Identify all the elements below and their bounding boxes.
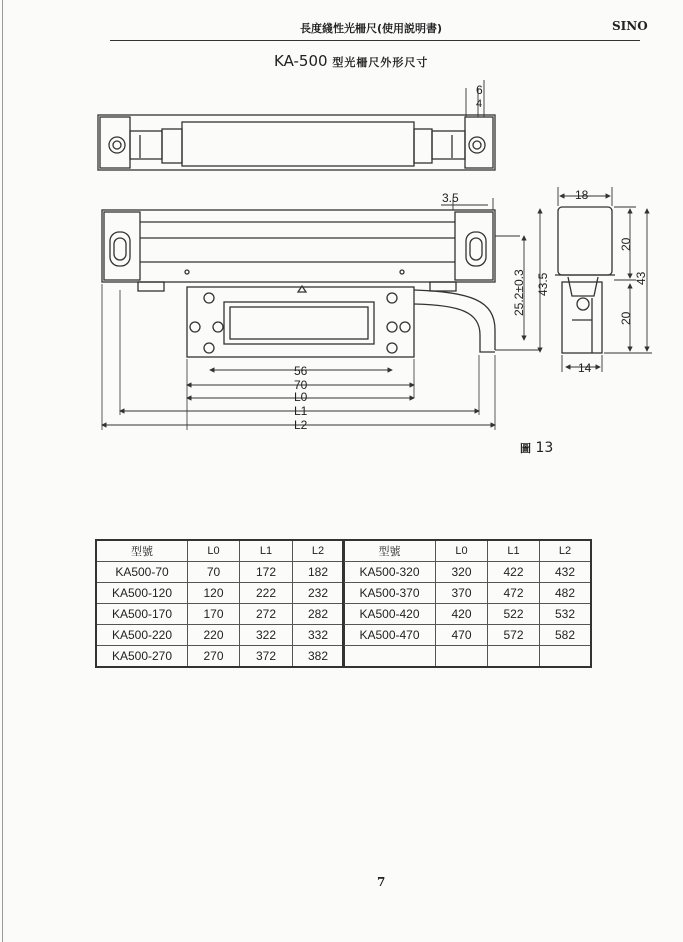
cell-l1: 272	[240, 604, 293, 625]
table-header-row	[343, 540, 591, 562]
cell-l1	[488, 646, 540, 668]
cell-l2: 532	[540, 604, 592, 625]
table-row	[343, 583, 591, 604]
header-l0: L0	[436, 540, 488, 562]
cell-l2: 282	[293, 604, 345, 625]
doc-title	[274, 52, 428, 70]
doc-title-model: KA-500	[274, 52, 328, 70]
dim-14: 14	[578, 361, 592, 375]
dim-43: 43	[634, 271, 648, 285]
header-brand: SINO	[612, 19, 648, 33]
header-l1: L1	[488, 540, 540, 562]
cell-l0: 70	[188, 562, 240, 583]
header-model: 型號	[343, 540, 436, 562]
dim-l2: L2	[294, 418, 308, 432]
page-number: 7	[377, 875, 386, 889]
cell-l1: 372	[240, 646, 293, 668]
cell-l0: 370	[436, 583, 488, 604]
dim-6: 6	[476, 83, 483, 97]
header-l1: L1	[240, 540, 293, 562]
cell-l1: 172	[240, 562, 293, 583]
top-view	[98, 80, 495, 170]
table-row	[343, 625, 591, 646]
dim-l0: L0	[294, 390, 308, 404]
front-view	[102, 198, 540, 430]
cell-l0: 170	[188, 604, 240, 625]
cell-l1: 322	[240, 625, 293, 646]
dimension-drawing	[0, 70, 683, 440]
cell-model: KA500-420	[343, 604, 436, 625]
cell-l2: 432	[540, 562, 592, 583]
table-row	[96, 562, 344, 583]
cell-l2: 382	[293, 646, 345, 668]
header-l2: L2	[293, 540, 345, 562]
page-header	[0, 0, 683, 44]
dim-20-top: 20	[619, 237, 633, 251]
dim-43-5: 43.5	[536, 272, 550, 296]
cell-model	[343, 646, 436, 668]
dim-20-bottom: 20	[619, 311, 633, 325]
cell-l0: 120	[188, 583, 240, 604]
dim-25-2: 25.2±0.3	[512, 269, 526, 316]
table-row	[96, 604, 344, 625]
cell-l1: 472	[488, 583, 540, 604]
table-header-row	[96, 540, 344, 562]
header-model: 型號	[96, 540, 188, 562]
cell-l2: 182	[293, 562, 345, 583]
cell-model: KA500-120	[96, 583, 188, 604]
dim-70: 70	[294, 378, 308, 392]
cell-l2	[540, 646, 592, 668]
figure-label-number: 13	[535, 440, 554, 456]
cell-l0: 320	[436, 562, 488, 583]
cell-l0: 220	[188, 625, 240, 646]
table-row	[343, 562, 591, 583]
cell-model: KA500-370	[343, 583, 436, 604]
header-rule	[110, 40, 640, 41]
dim-3-5: 3.5	[442, 191, 459, 205]
spec-table-left	[95, 539, 345, 668]
cell-model: KA500-470	[343, 625, 436, 646]
cell-l1: 222	[240, 583, 293, 604]
cell-model: KA500-70	[96, 562, 188, 583]
header-l0: L0	[188, 540, 240, 562]
cell-model: KA500-270	[96, 646, 188, 668]
dim-18: 18	[575, 188, 589, 202]
dim-l1: L1	[294, 404, 308, 418]
table-row	[343, 604, 591, 625]
cell-l2: 582	[540, 625, 592, 646]
table-row	[96, 646, 344, 668]
table-row-empty	[343, 646, 591, 668]
cell-model: KA500-170	[96, 604, 188, 625]
cell-model: KA500-320	[343, 562, 436, 583]
table-row	[96, 583, 344, 604]
figure-label	[520, 440, 553, 456]
table-row	[96, 625, 344, 646]
cell-l1: 572	[488, 625, 540, 646]
figure-label-prefix: 圖	[520, 442, 531, 455]
cell-l2: 482	[540, 583, 592, 604]
dim-4: 4	[476, 98, 483, 110]
cell-l1: 522	[488, 604, 540, 625]
header-l2: L2	[540, 540, 592, 562]
cell-l2: 232	[293, 583, 345, 604]
doc-title-suffix: 型光柵尺外形尺寸	[332, 56, 429, 69]
cell-l0: 270	[188, 646, 240, 668]
cell-model: KA500-220	[96, 625, 188, 646]
cell-l0: 470	[436, 625, 488, 646]
cell-l1: 422	[488, 562, 540, 583]
header-title: 長度綫性光柵尺(使用説明書)	[300, 22, 443, 35]
cell-l2: 332	[293, 625, 345, 646]
cell-l0	[436, 646, 488, 668]
dim-56: 56	[294, 364, 308, 378]
cell-l0: 420	[436, 604, 488, 625]
spec-table-right	[342, 539, 592, 668]
